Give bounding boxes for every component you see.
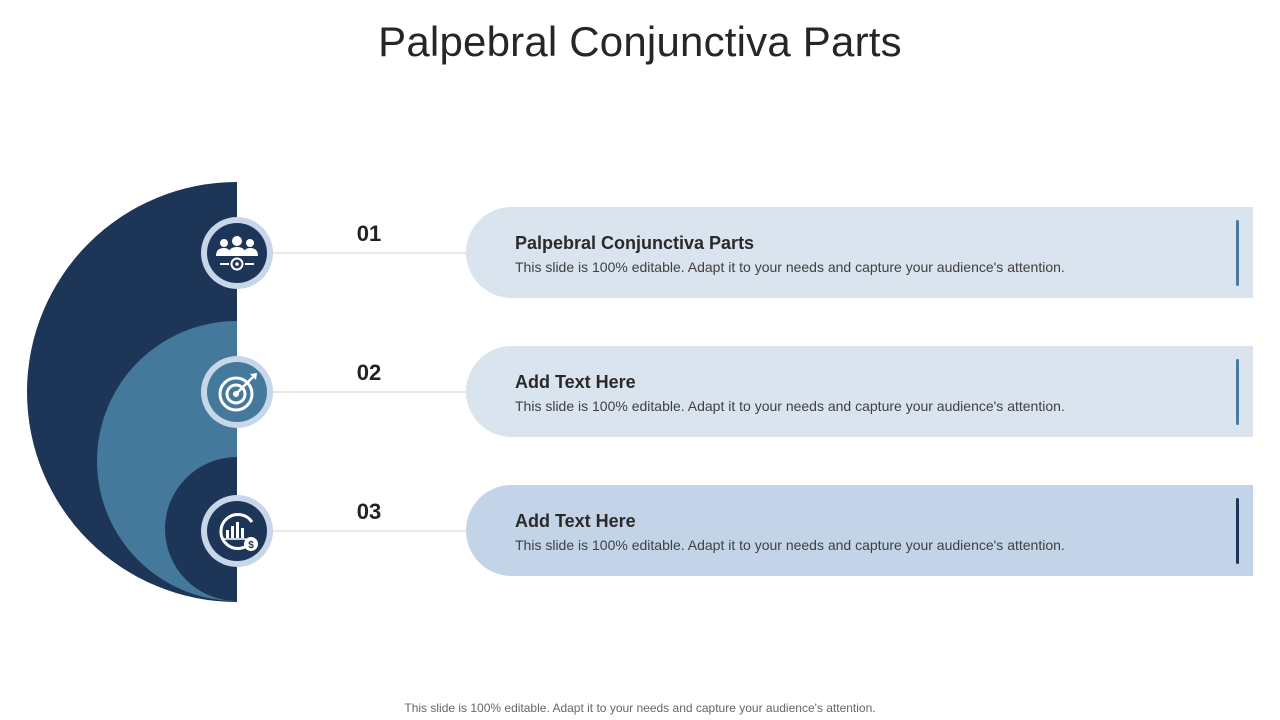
step-description-3: This slide is 100% editable. Adapt it to your needs and capture your audience's attention. [515,537,1065,553]
step-description-1: This slide is 100% editable. Adapt it to your needs and capture your audience's attention. [515,259,1065,275]
step-card-2 [466,346,1253,437]
slide-title: Palpebral Conjunctiva Parts [378,18,902,65]
step-card-3 [466,485,1253,576]
step-accent-bar-2 [1236,359,1239,425]
step-heading-3: Add Text Here [515,511,636,531]
step-heading-1: Palpebral Conjunctiva Parts [515,233,755,253]
footer-note: This slide is 100% editable. Adapt it to your needs and capture your audience's attention. [404,701,876,715]
step-number-3: 03 [356,499,382,524]
step-number-2: 02 [356,360,382,385]
target-arrow-icon [201,356,273,428]
team-target-icon [201,217,273,289]
step-card-1 [466,207,1253,298]
chart-dollar-icon [201,495,273,567]
step-number-1: 01 [356,221,382,246]
svg-text:$: $ [248,540,254,551]
step-accent-bar-1 [1236,220,1239,286]
step-description-2: This slide is 100% editable. Adapt it to your needs and capture your audience's attention. [515,398,1065,414]
step-heading-2: Add Text Here [515,372,636,392]
step-accent-bar-3 [1236,498,1239,564]
